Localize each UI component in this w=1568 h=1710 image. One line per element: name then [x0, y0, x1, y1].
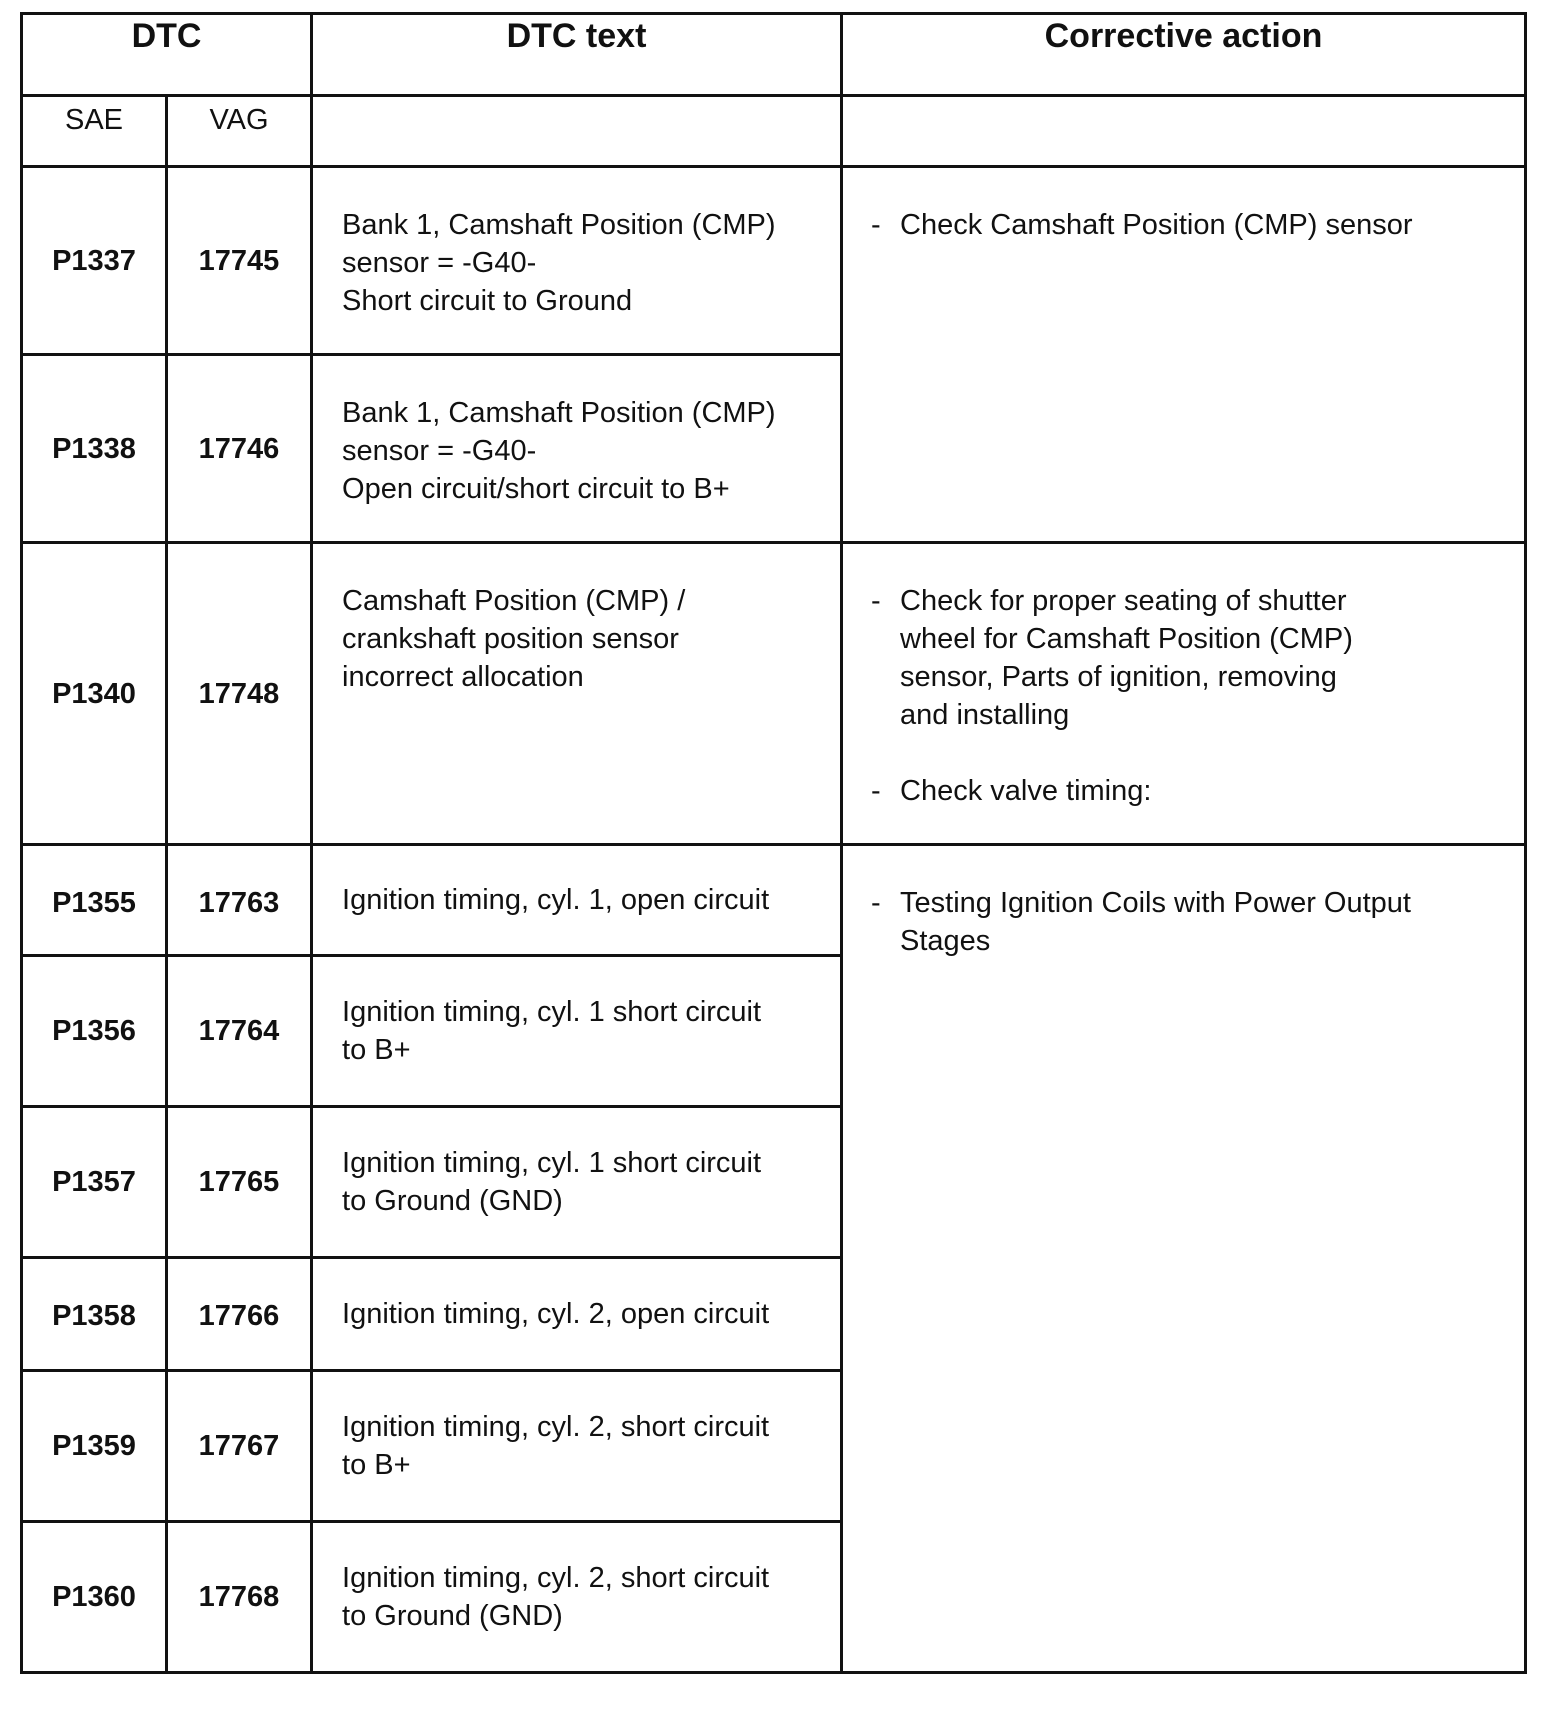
bullet-dash: - — [871, 887, 881, 919]
action-line: Stages — [900, 925, 991, 957]
description-line: Ignition timing, cyl. 1 short circuit — [342, 1147, 762, 1179]
header-vag: VAG — [167, 96, 312, 167]
table-row — [22, 167, 1526, 355]
action-line: and installing — [900, 699, 1070, 731]
table-row — [22, 845, 1526, 956]
description-line: Short circuit to Ground — [342, 285, 633, 317]
header-corrective-action: Corrective action — [842, 14, 1526, 96]
dtc-description — [312, 167, 842, 355]
sae-code: P1355 — [22, 845, 167, 956]
description-line: to B+ — [342, 1034, 411, 1066]
dtc-description — [312, 1107, 842, 1258]
bullet-dash: - — [871, 209, 881, 241]
description-line: Ignition timing, cyl. 1, open circuit — [342, 884, 770, 916]
description-line: Bank 1, Camshaft Position (CMP) — [342, 397, 776, 429]
dtc-description — [312, 845, 842, 956]
table-row — [22, 543, 1526, 845]
action-line: wheel for Camshaft Position (CMP) — [900, 623, 1353, 655]
action-item — [871, 206, 1504, 244]
action-item — [871, 582, 1504, 734]
description-line: sensor = -G40- — [342, 247, 537, 279]
description-line: incorrect allocation — [342, 661, 584, 693]
description-line: Ignition timing, cyl. 2, short circuit — [342, 1562, 770, 1594]
description-line: sensor = -G40- — [342, 435, 537, 467]
vag-code: 17764 — [167, 956, 312, 1107]
header-dtc: DTC — [22, 14, 312, 96]
bullet-dash: - — [871, 585, 881, 617]
vag-code: 17748 — [167, 543, 312, 845]
description-line: Ignition timing, cyl. 2, open circuit — [342, 1298, 770, 1330]
subheader-empty-text — [312, 96, 842, 167]
vag-code: 17746 — [167, 355, 312, 543]
action-line: Testing Ignition Coils with Power Output — [900, 887, 1411, 919]
dtc-description — [312, 543, 842, 845]
sae-code: P1360 — [22, 1522, 167, 1673]
dtc-description — [312, 1371, 842, 1522]
header-dtc-text: DTC text — [312, 14, 842, 96]
corrective-action-cell — [842, 543, 1526, 845]
vag-code: 17763 — [167, 845, 312, 956]
header-sae: SAE — [22, 96, 167, 167]
action-line: Check for proper seating of shutter — [900, 585, 1347, 617]
sae-code: P1337 — [22, 167, 167, 355]
sae-code: P1357 — [22, 1107, 167, 1258]
description-line: to Ground (GND) — [342, 1185, 563, 1217]
action-line: Check valve timing: — [900, 775, 1152, 807]
description-line: Ignition timing, cyl. 2, short circuit — [342, 1411, 770, 1443]
action-item — [871, 884, 1504, 960]
subheader-empty-action — [842, 96, 1526, 167]
description-line: crankshaft position sensor — [342, 623, 679, 655]
action-text — [900, 772, 1151, 810]
description-line: Ignition timing, cyl. 1 short circuit — [342, 996, 762, 1028]
description-line: Open circuit/short circuit to B+ — [342, 473, 730, 505]
bullet-dash: - — [871, 775, 881, 807]
action-text — [900, 884, 1411, 960]
dtc-table — [20, 12, 1527, 1674]
action-line: sensor, Parts of ignition, removing — [900, 661, 1337, 693]
vag-code: 17767 — [167, 1371, 312, 1522]
corrective-action-cell — [842, 167, 1526, 543]
description-line: to B+ — [342, 1449, 411, 1481]
action-item — [871, 772, 1504, 810]
description-line: Camshaft Position (CMP) / — [342, 585, 686, 617]
vag-code: 17765 — [167, 1107, 312, 1258]
vag-code: 17766 — [167, 1258, 312, 1371]
description-line: Bank 1, Camshaft Position (CMP) — [342, 209, 776, 241]
subheader-row — [22, 96, 1526, 167]
dtc-description — [312, 1258, 842, 1371]
sae-code: P1338 — [22, 355, 167, 543]
vag-code: 17745 — [167, 167, 312, 355]
spacer — [871, 734, 1504, 772]
sae-code: P1359 — [22, 1371, 167, 1522]
action-text — [900, 206, 1413, 244]
description-line: to Ground (GND) — [342, 1600, 563, 1632]
dtc-description — [312, 355, 842, 543]
action-text — [900, 582, 1353, 734]
dtc-description — [312, 956, 842, 1107]
header-row — [22, 14, 1526, 96]
sae-code: P1358 — [22, 1258, 167, 1371]
sae-code: P1340 — [22, 543, 167, 845]
vag-code: 17768 — [167, 1522, 312, 1673]
dtc-description — [312, 1522, 842, 1673]
sae-code: P1356 — [22, 956, 167, 1107]
action-line: Check Camshaft Position (CMP) sensor — [900, 209, 1413, 241]
corrective-action-cell — [842, 845, 1526, 1673]
